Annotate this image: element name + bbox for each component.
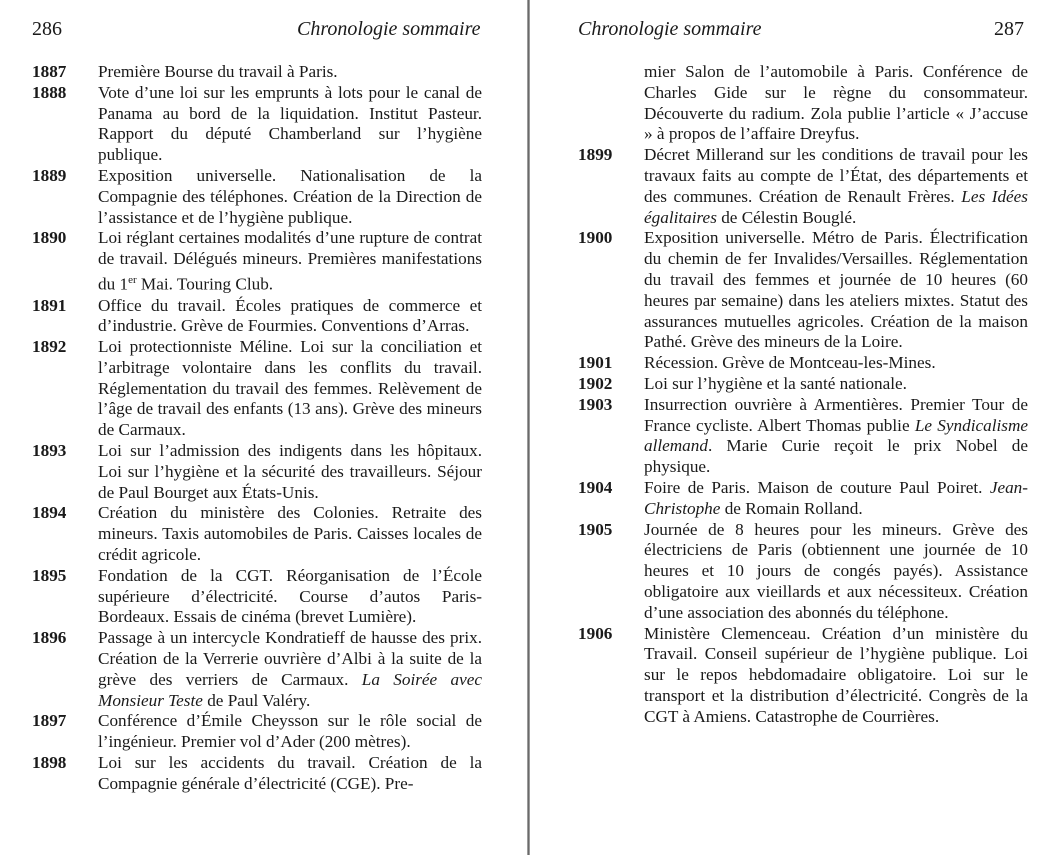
chronology-entry xyxy=(32,441,482,503)
entry-text: Décret Millerand sur les conditions de travail pour les travaux faits au compte de l’État, des départements et des communes. Création de Renault Frères. Les Idées égalitaires de Célestin Bouglé. xyxy=(644,145,1029,227)
entry-text: Première Bourse du travail à Paris. xyxy=(98,62,338,81)
entry-year: 1895 xyxy=(32,565,67,585)
chronology-entry xyxy=(32,337,482,441)
entry-year: 1896 xyxy=(32,628,67,648)
entry-text: Loi protectionniste Méline. Loi sur la conciliation et l’arbitrage volontaire dans les conflits du travail. Réglementation du travail des femmes. Relèvement de l’âge de travail des enfants (13 ans). Grève des mineurs de Carmaux. xyxy=(98,337,482,440)
entry-text: Insurrection ouvrière à Armentières. Premier Tour de France cycliste. Albert Thomas publie Le Syndicalisme allemand. Marie Curie reçoit le prix Nobel de physique. xyxy=(644,394,1028,477)
chronology-entry xyxy=(578,228,1028,353)
entry-year: 1899 xyxy=(578,145,613,165)
chronology-entry xyxy=(32,296,482,338)
chronology-entry xyxy=(578,353,1028,374)
entry-year: 1905 xyxy=(578,519,613,539)
chronology-entry xyxy=(32,753,482,795)
chronology-entry xyxy=(578,624,1028,728)
chronology-entry xyxy=(32,711,482,753)
entry-year: 1898 xyxy=(32,753,67,773)
entry-text: Fondation de la CGT. Réorganisation de l’École supérieure d’électricité. Course d’autos Paris-Bordeaux. Essais de cinéma (brevet Lumière). xyxy=(98,565,482,627)
chronology-entry xyxy=(32,83,482,166)
entry-text: Vote d’une loi sur les emprunts à lots pour le canal de Panama au bord de la liquidation. Institut Pasteur. Rapport du député Chamberland sur l’hygiène publique. xyxy=(98,82,482,165)
entry-year: 1901 xyxy=(578,353,613,373)
chronology-entry xyxy=(578,145,1028,228)
entry-year: 1891 xyxy=(32,295,67,315)
entry-year: 1887 xyxy=(32,62,67,81)
entry-year: 1893 xyxy=(32,441,67,461)
book-gutter xyxy=(527,0,530,855)
chronology-list xyxy=(578,62,1028,728)
entry-year: 1904 xyxy=(578,477,613,497)
entry-year: 1902 xyxy=(578,373,613,393)
entry-text: Récession. Grève de Montceau-les-Mines. xyxy=(644,353,936,373)
entry-text: Exposition universelle. Métro de Paris. Électrification du chemin de fer Invalides/Versailles. Réglementation du travail des femmes et journée de 10 heures (60 heures par semaine) dans les ateliers mixtes. Statut des assurances mutuelles agricoles. Création de la maison Pathé. Grève des mineurs de la Loire. xyxy=(644,228,1028,352)
chronology-entry xyxy=(32,62,482,83)
entry-text: Ministère Clemenceau. Création d’un ministère du Travail. Conseil supérieur de l’hygiène publique. Loi sur le repos hebdomadaire obligatoire. Loi sur le transport et la distribution d’électricité. Congrès de la CGT à Amiens. Catastrophe de Courrières. xyxy=(644,623,1028,726)
entry-year: 1892 xyxy=(32,337,67,357)
entry-text: Passage à un intercycle Kondratieff de hausse des prix. Création de la Verrerie ouvrière d’Albi à la suite de la grève des verriers de Carmaux. La Soirée avec Monsieur Teste de Paul Valéry. xyxy=(98,628,482,710)
entry-year: 1894 xyxy=(32,503,67,523)
chronology-entry xyxy=(32,166,482,228)
entry-text: Conférence d’Émile Cheysson sur le rôle social de l’ingénieur. Premier vol d’Ader (200 mètres). xyxy=(98,711,482,752)
entry-text: Journée de 8 heures pour les mineurs. Grève des électriciens de Paris (obtiennent une journée de 10 heures et 10 jours de congés payés). Assistance obligatoire aux vieillards et aux nécessiteux. Création d’une association des abonnés du téléphone. xyxy=(644,519,1028,622)
chronology-entry xyxy=(578,395,1028,478)
running-title: Chronologie sommaire xyxy=(297,18,481,40)
chronology-entry xyxy=(32,566,482,628)
chronology-entry xyxy=(32,628,482,711)
entry-year: 1897 xyxy=(32,711,67,731)
entry-text: Office du travail. Écoles pratiques de commerce et d’industrie. Grève de Fourmies. Conventions d’Arras. xyxy=(98,295,482,336)
entry-text: Foire de Paris. Maison de couture Paul Poiret. Jean-Christophe de Romain Rolland. xyxy=(644,477,1028,518)
page-number: 287 xyxy=(994,18,1024,40)
entry-text: Loi sur l’hygiène et la santé nationale. xyxy=(644,373,907,393)
chronology-entry xyxy=(578,478,1028,520)
entry-text: Création du ministère des Colonies. Retraite des mineurs. Taxis automobiles de Paris. Caisses locales de crédit agricole. xyxy=(98,503,482,565)
entry-year: 1890 xyxy=(32,228,67,248)
entry-year: 1906 xyxy=(578,623,613,643)
entry-text: Exposition universelle. Nationalisation de la Compagnie des téléphones. Création de la Direction de l’assistance et de l’hygiène publique. xyxy=(98,165,482,227)
entry-text: Loi réglant certaines modalités d’une rupture de contrat de travail. Délégués mineurs. Premières manifestations du 1er Mai. Touring Club. xyxy=(98,228,482,294)
chronology-list xyxy=(32,62,482,795)
right-page xyxy=(532,0,1056,855)
entry-text: Loi sur les accidents du travail. Création de la Compagnie générale d’électricité (CGE). Pre- xyxy=(98,753,482,793)
chronology-entry xyxy=(32,228,482,295)
entry-text: Loi sur l’admission des indigents dans les hôpitaux. Loi sur l’hygiène et la sécurité des travailleurs. Séjour de Paul Bourget aux États-Unis. xyxy=(98,441,482,502)
entry-year: 1889 xyxy=(32,165,67,185)
entry-year: 1900 xyxy=(578,228,613,248)
chronology-entry xyxy=(32,503,482,565)
page-number: 286 xyxy=(32,18,62,40)
entry-year: 1888 xyxy=(32,82,67,102)
running-title: Chronologie sommaire xyxy=(578,18,762,40)
chronology-entry xyxy=(578,520,1028,624)
chronology-entry xyxy=(578,374,1028,395)
continued-entry-text: mier Salon de l’automobile à Paris. Conférence de Charles Gide sur le règne du consommateur. Découverte du radium. Zola publie l’article « J’accuse » à propos de l’affaire Dreyfus. xyxy=(644,62,1028,144)
entry-year: 1903 xyxy=(578,394,613,414)
